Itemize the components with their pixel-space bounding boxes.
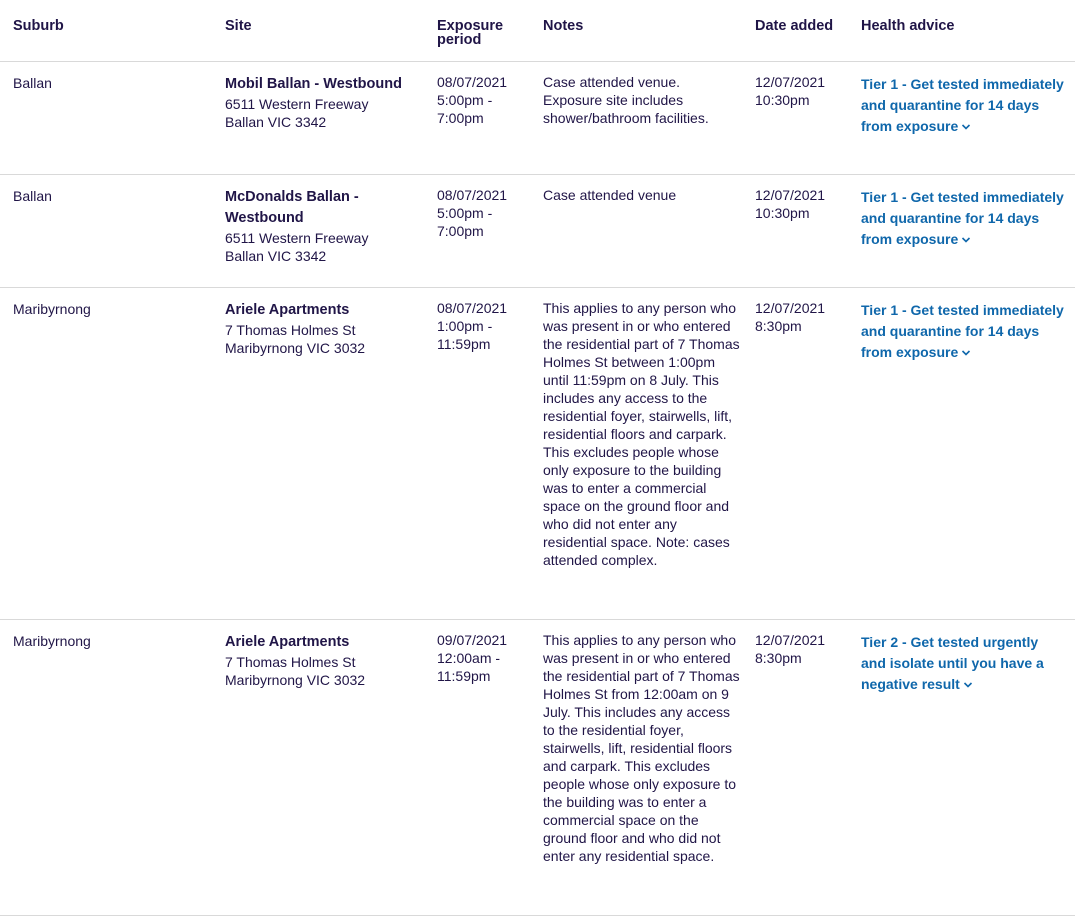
exposure-period-cell: 08/07/2021 5:00pm - 7:00pm	[437, 74, 508, 126]
header-health-advice: Health advice	[861, 18, 955, 34]
site-name: Ariele Apartments	[225, 302, 350, 318]
site-cell	[225, 187, 430, 265]
chevron-down-icon	[961, 348, 971, 358]
chevron-down-icon	[961, 235, 971, 245]
suburb-cell: Ballan	[13, 75, 52, 91]
site-address-line2: Maribyrnong VIC 3032	[225, 340, 366, 356]
site-name: McDonalds Ballan - Westbound	[225, 189, 359, 226]
site-address-line1: 6511 Western Freeway	[225, 230, 369, 246]
health-advice-text: Tier 1 - Get tested immediately and quarantine for 14 days from exposure	[861, 76, 1064, 134]
site-cell	[225, 632, 430, 689]
site-address-line1: 7 Thomas Holmes St	[225, 654, 356, 670]
header-site: Site	[225, 18, 252, 34]
site-address-line2: Ballan VIC 3342	[225, 114, 327, 130]
header-exposure-period: Exposure period	[437, 18, 504, 48]
site-address-line1: 7 Thomas Holmes St	[225, 322, 356, 338]
table-row	[0, 175, 1075, 288]
table-row	[0, 62, 1075, 175]
table-row	[0, 620, 1075, 916]
site-address-line2: Ballan VIC 3342	[225, 248, 327, 264]
suburb-cell: Maribyrnong	[13, 633, 91, 649]
health-advice-toggle[interactable]	[861, 632, 1066, 695]
chevron-down-icon	[963, 680, 973, 690]
date-added-cell: 12/07/2021 8:30pm	[755, 632, 826, 666]
site-name: Mobil Ballan - Westbound	[225, 76, 402, 92]
exposure-period-cell: 08/07/2021 1:00pm - 11:59pm	[437, 300, 508, 352]
header-date-added: Date added	[755, 18, 834, 34]
notes-cell: This applies to any person who was present in or who entered the residential part of 7 Thomas Holmes St between 1:00pm until 11:59pm on 8 July. This includes any access to the residential foyer, stairwells, lift, residential floors and carpark. This excludes people whose only exposure to the building was to enter a commercial space on the ground floor and who did not enter any residential space. Note: cases attended complex.	[543, 300, 740, 568]
health-advice-text: Tier 1 - Get tested immediately and quarantine for 14 days from exposure	[861, 302, 1064, 360]
table-header	[0, 0, 1075, 62]
health-advice-text: Tier 2 - Get tested urgently and isolate until you have a negative result	[861, 634, 1044, 692]
date-added-cell: 12/07/2021 8:30pm	[755, 300, 826, 334]
suburb-cell: Ballan	[13, 188, 52, 204]
notes-cell: Case attended venue. Exposure site includes shower/bathroom facilities.	[543, 74, 709, 126]
suburb-cell: Maribyrnong	[13, 301, 91, 317]
site-cell	[225, 74, 430, 131]
exposure-period-cell: 08/07/2021 5:00pm - 7:00pm	[437, 187, 508, 239]
chevron-down-icon	[961, 122, 971, 132]
site-name: Ariele Apartments	[225, 634, 350, 650]
health-advice-toggle[interactable]	[861, 74, 1066, 137]
site-cell	[225, 300, 430, 357]
header-suburb: Suburb	[13, 18, 64, 34]
health-advice-toggle[interactable]	[861, 187, 1066, 250]
site-address-line2: Maribyrnong VIC 3032	[225, 672, 366, 688]
date-added-cell: 12/07/2021 10:30pm	[755, 187, 826, 221]
site-address-line1: 6511 Western Freeway	[225, 96, 369, 112]
exposure-period-cell: 09/07/2021 12:00am - 11:59pm	[437, 632, 508, 684]
table-row	[0, 288, 1075, 620]
header-notes: Notes	[543, 18, 584, 34]
health-advice-text: Tier 1 - Get tested immediately and quarantine for 14 days from exposure	[861, 189, 1064, 247]
date-added-cell: 12/07/2021 10:30pm	[755, 74, 826, 108]
notes-cell: This applies to any person who was present in or who entered the residential part of 7 Thomas Holmes St from 12:00am on 9 July. This includes any access to the residential foyer, stairwells, lift, residential floors and carpark. This excludes people whose only exposure to the building was to enter a commercial space on the ground floor and who did not enter any residential space.	[543, 632, 740, 864]
notes-cell: Case attended venue	[543, 187, 677, 203]
health-advice-toggle[interactable]	[861, 300, 1066, 363]
